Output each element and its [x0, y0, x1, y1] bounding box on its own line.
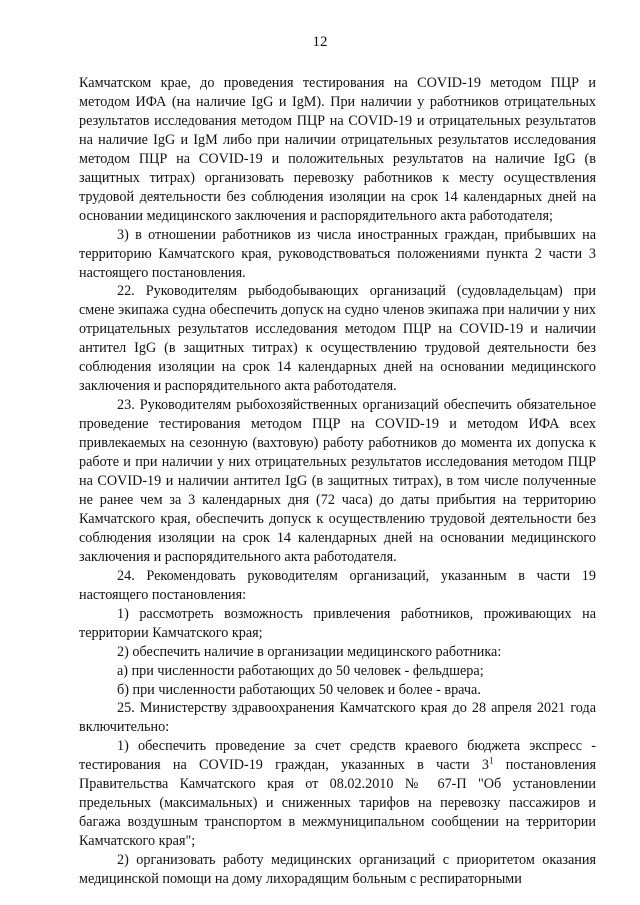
superscript-marker: 1 — [488, 755, 494, 766]
paragraph-25-item-1 — [79, 737, 596, 851]
page-number: 12 — [312, 34, 328, 50]
paragraph-foreign-workers: 3) в отношении работников из числа иностранных граждан, прибывших на территорию Камчатского края, руководствоваться положениями пункта 2 части 3 настоящего постановления. — [79, 226, 596, 281]
paragraph-24-item-2a: а) при численности работающих до 50 человек - фельдшера; — [117, 662, 484, 679]
paragraph-25: 25. Министерству здравоохранения Камчатского края до 28 апреля 2021 года включительно: — [79, 700, 596, 736]
paragraph-25-item-2: 2) организовать работу медицинских организаций с приоритетом оказания медицинской помощи на дому лихорадящим больным с респираторными — [79, 852, 596, 888]
paragraph-22: 22. Руководителям рыбодобывающих организаций (судовладельцам) при смене экипажа судна обеспечить допуск на судно членов экипажа при наличии у них отрицательных результатов исследования методом ПЦР на COVID-19 и наличии антител IgG (в защитных титрах) к осуществлению трудовой деятельности без соблюдения изоляции на срок 14 календарных дней на основании медицинского заключения и распорядительного акта работодателя. — [79, 283, 596, 395]
paragraph-23: 23. Руководителям рыбохозяйственных организаций обеспечить обязательное проведение тестирования методом ПЦР на COVID-19 и методом ИФА всех привлекаемых на сезонную (вахтовую) работу работников до момента их допуска к работе и при наличии у них отрицательных результатов исследования методом ПЦР на COVID-19 и наличии антител IgG (в защитных титрах), в том числе полученные не ранее чем за 3 календарных дня (72 часа) до даты прибытия на территорию Камчатского края, обеспечить допуск к осуществлению трудовой деятельности без соблюдения изоляции на срок 14 календарных дней на основании медицинского заключения и распорядительного акта работодателя. — [79, 397, 596, 565]
paragraph-24-item-2: 2) обеспечить наличие в организации медицинского работника: — [117, 643, 502, 660]
paragraph-24-item-2b: б) при численности работающих 50 человек и более - врача. — [117, 681, 481, 698]
paragraph-24: 24. Рекомендовать руководителям организаций, указанным в части 19 настоящего постановления: — [79, 567, 596, 603]
paragraph-24-item-1: 1) рассмотреть возможность привлечения работников, проживающих на территории Камчатского края; — [79, 605, 596, 641]
paragraph-25-item-1-text-start: 1) обеспечить проведение за счет средств краевого бюджета экспресс - тестирования на COVID-19 граждан, указанных в части 3 — [79, 738, 596, 774]
document-body — [79, 74, 596, 889]
paragraph-25-item-1-text-end: постановления Правительства Камчатского края от 08.02.2010 № 67-П "Об установлении предельных (максимальных) и сниженных тарифов на перевозку пассажиров и багажа воздушным транспортом в межмуниципальном сообщении на территории Камчатского края"; — [79, 757, 597, 850]
paragraph-continuation: Камчатском крае, до проведения тестирования на COVID-19 методом ПЦР и методом ИФА (на наличие IgG и IgM). При наличии у работников отрицательных результатов исследования методом ПЦР на COVID-19 и отрицательных результатов на наличие IgG и IgM либо при наличии отрицательных результатов исследования методом ПЦР на COVID-19 и положительных результатов на наличие IgG (в защитных титрах) организовать перевозку работников к месту осуществления трудовой деятельности без соблюдения изоляции на срок 14 календарных дней на основании медицинского заключения и распорядительного акта работодателя; — [79, 75, 596, 224]
